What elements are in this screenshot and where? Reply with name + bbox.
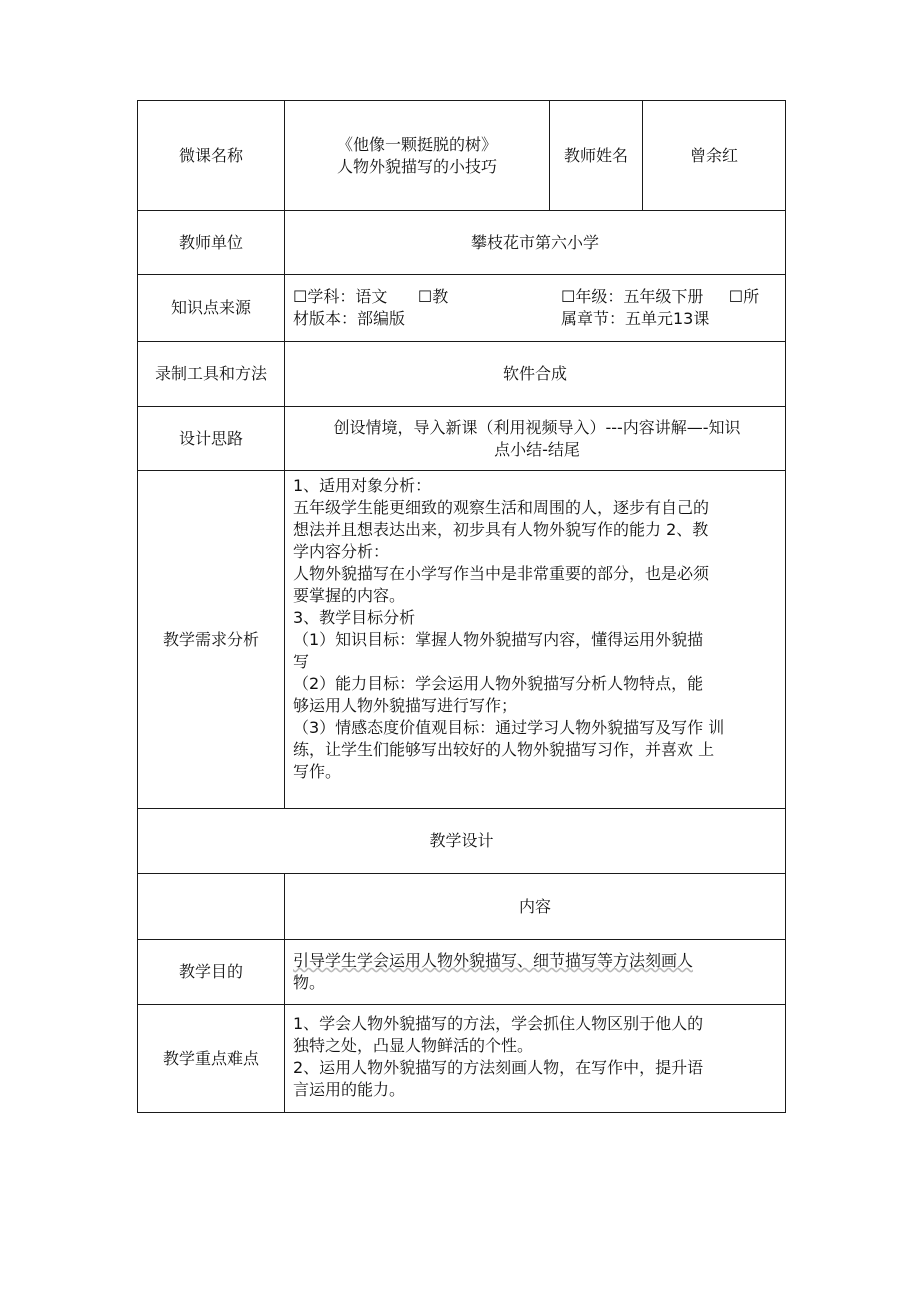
key-points-line: 独特之处，凸显人物鲜活的个性。: [293, 1036, 534, 1055]
knowledge-source-value: [285, 275, 786, 342]
design-idea-label: 设计思路: [138, 407, 285, 471]
course-info-table: [137, 100, 786, 1113]
row-recording-method: [138, 342, 786, 407]
row-needs-analysis: [138, 471, 786, 809]
needs-line: 要掌握的内容。: [293, 586, 406, 605]
row-teaching-goal: [138, 940, 786, 1005]
key-points-label: 教学重点难点: [138, 1005, 285, 1113]
teaching-design-heading: 教学设计: [138, 809, 786, 874]
needs-line: 够运用人物外貌描写进行写作；: [293, 696, 518, 715]
course-name-line: 《他像一颗挺脱的树》: [336, 134, 497, 154]
needs-line: 练，让学生们能够写出较好的人物外貌描写习作，并喜欢 上: [293, 740, 715, 759]
course-name-line: 人物外貌描写的小技巧: [336, 156, 497, 176]
course-name-value: [285, 101, 550, 211]
recording-method-label: 录制工具和方法: [138, 342, 285, 407]
design-idea-line: 点小结-结尾: [494, 439, 580, 459]
key-points-line: 1、学会人物外貌描写的方法，学会抓住人物区别于他人的: [293, 1014, 704, 1033]
needs-line: 想法并且想表达出来，初步具有人物外貌写作的能力 2、教: [293, 520, 709, 539]
grade-text: ☐年级：五年级下册: [561, 287, 704, 306]
goal-line: 引导学生学会运用人物外貌描写、细节描写等方法刻画人: [293, 951, 694, 970]
teaching-goal-label: 教学目的: [138, 940, 285, 1005]
needs-line: 写: [293, 652, 310, 671]
key-points-line: 2、运用人物外貌描写的方法刻画人物，在写作中，提升语: [293, 1058, 704, 1077]
subject-text: ☐学科：语文: [293, 287, 388, 306]
row-design-idea: [138, 407, 786, 471]
needs-line: 1、适用对象分析：: [293, 476, 432, 495]
needs-analysis-label: 教学需求分析: [138, 471, 285, 809]
key-points-line: 言运用的能力。: [293, 1080, 406, 1099]
needs-line: （2）能力目标：学会运用人物外貌描写分析人物特点，能: [293, 674, 704, 693]
teacher-unit-value: 攀枝花市第六小学: [285, 211, 786, 275]
content-header-empty-cell: [138, 874, 285, 940]
teaching-goal-value: [285, 940, 786, 1005]
needs-line: 学内容分析：: [293, 542, 390, 561]
row-key-points: [138, 1005, 786, 1113]
knowledge-source-textbook-version: 材版本：部编版: [293, 309, 406, 328]
teacher-name-label: 教师姓名: [550, 101, 643, 211]
design-idea-line: 创设情境，导入新课（利用视频导入）---内容讲解—-知识: [333, 417, 741, 437]
needs-line: （3）情感态度价值观目标：通过学习人物外貌描写及写作 训: [293, 718, 725, 737]
key-points-value: [285, 1005, 786, 1113]
needs-line: 人物外貌描写在小学写作当中是非常重要的部分，也是必须: [293, 564, 710, 583]
recording-method-value: 软件合成: [285, 342, 786, 407]
needs-analysis-value: [285, 471, 786, 809]
needs-line: 写作。: [293, 762, 342, 781]
knowledge-source-subject: [293, 286, 561, 308]
location-prefix-text: ☐所: [728, 287, 760, 306]
teacher-name-value: 曾余红: [643, 101, 786, 211]
needs-line: 3、教学目标分析: [293, 608, 416, 627]
teacher-unit-label: 教师单位: [138, 211, 285, 275]
knowledge-source-chapter: 属章节：五单元13课: [561, 309, 710, 328]
row-teacher-unit: [138, 211, 786, 275]
content-header: 内容: [285, 874, 786, 940]
row-knowledge-source: [138, 275, 786, 342]
row-content-header: [138, 874, 786, 940]
knowledge-source-grade: [561, 286, 786, 308]
knowledge-source-label: 知识点来源: [138, 275, 285, 342]
row-teaching-design: [138, 809, 786, 874]
design-idea-value: [285, 407, 786, 471]
row-course-name: [138, 101, 786, 211]
course-name-label: 微课名称: [138, 101, 285, 211]
goal-line: 物。: [293, 973, 326, 992]
needs-line: 五年级学生能更细致的观察生活和周围的人，逐步有自己的: [293, 498, 710, 517]
textbook-prefix-text: ☐教: [417, 287, 449, 306]
needs-line: （1）知识目标：掌握人物外貌描写内容，懂得运用外貌描: [293, 630, 704, 649]
